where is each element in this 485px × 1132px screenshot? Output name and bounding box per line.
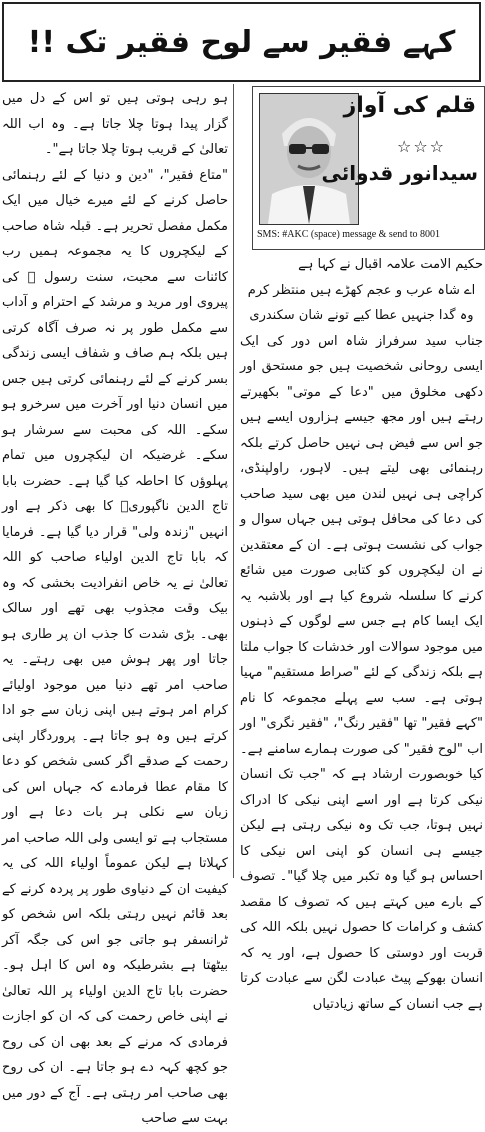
column-title: قلم کی آواز [343,93,476,118]
author-name: سیدانور قدوائی [321,161,478,185]
star-rating-icon: ☆☆☆ [396,137,446,156]
body-paragraph: ہو رہی ہوتی ہیں تو اس کے دل میں گزار پیدا ہوتا چلا جاتا ہے۔ وہ اب اللہ تعالیٰ کے قریب ہوتا چلا جاتا ہے"۔ [2,91,228,157]
article-column-right [240,252,483,1012]
sms-instruction: SMS: #AKC (space) message & send to 8001 [257,229,441,240]
column-byline-box [252,86,485,250]
verse-line-2: وہ گدا جنہیں عطا کیے تونے شان سکندری [249,308,474,323]
body-paragraph: "متاع فقیر"، "دین و دنیا کے لئے رہنمائی حاصل کرنے کے لئے میرے خیال میں ایک مکمل مفصل تحریر ہے۔ قبلہ شاہ صاحب کے لیکچروں کا یہ مجموعہ ہمیں رب کائنات سے محبت، سنت رسول ﷺ کی پیروی اور مرید و مرشد کے احترام و آداب سے مکمل طور پر نہ صرف آگاہ کرتی ہیں بلکہ ہم صاف و شفاف ایسی زندگی بسر کرنے کے لئے رہنمائی کرتی ہیں جس میں انسان دنیا اور آخرت میں سرخرو ہو سکے۔ اللہ کی محبت سے سرشار ہو سکے۔ غرضیکہ ان لیکچروں میں تمام پہلوؤں کا احاطہ کیا گیا ہے۔ حضرت بابا تاج الدین ناگپوریؒ کا بھی ذکر ہے اور انہیں "زندہ ولی" قرار دیا گیا ہے۔ فرمایا کہ بابا تاج الدین اولیاء صاحب کو اللہ تعالیٰ نے یہ خاص انفرادیت بخشی کہ وہ بیک وقت مجذوب بھی تھے اور سالک بھی۔ بڑی شدت کا جذب ان پر طاری ہو جاتا اور پھر ہوش میں بھی رہتے۔ یہ صاحب امر تھے دنیا میں موجود اولیائے کرام امر ہوتے ہیں اپنی زبان سے جو ادا کرتے ہیں وہ ہو جاتا ہے۔ پروردگار اپنی رحمت کے صدقے اگر کسی شخص کو دعا کا مقام عطا فرمادے کہ جہاں اس کی زبان سے نکلی ہر بات دعا ہے اور مستجاب ہے تو ایسی ولی اللہ صاحب امر کہلاتا ہے لیکن عموماً اولیاء اللہ کی یہ کیفیت ان کے دنیاوی طور پر پردہ کرنے کے بعد قائم نہیں رہتی بلکہ اس شخص کو ٹرانسفر ہو جاتی جو اس کی جگہ آکر بیٹھتا ہے بشرطیکہ وہ اس کا اہل ہو۔ حضرت بابا تاج الدین اولیاء پر اللہ تعالیٰ نے اپنی خاص رحمت کی کہ ان کو اجازت فرمادی کہ مرنے کے بعد بھی ان کی روح جو کچھ کہہ دے ہو جاتا ہے۔ ان کی روح بھی صاحب امر رہتی ہے۔ آج کے دور میں بہت سے صاحب [2,167,228,1126]
article-headline: کہے فقیر سے لوح فقیر تک !! [27,24,456,60]
body-paragraph: جناب سید سرفراز شاہ اس دور کی ایک ایسی روحانی شخصیت ہیں جو مستحق اور دکھی مخلوق میں "دعا کے موتی" بکھیرتے رہتے ہیں اور مجھ جیسے ہزاروں ایسے ہیں جو اس سے فیض ہی نہیں حاصل کرتے بلکہ رہنمائی بھی لیتے ہیں۔ لاہور، راولپنڈی، کراچی ہی نہیں لندن میں بھی سید صاحب کی دعا کی محافل ہوتی ہیں جہاں سوال و جواب کی نشست ہوتی ہے۔ ان کے معتقدین نے ان لیکچروں کو کتابی صورت میں شائع کرنے کا سلسلہ شروع کیا ہے اور بلاشبہ یہ ایک ایسا کام ہے جس سے لوگوں کے ذہنوں میں موجود سوالات اور خدشات کا جواب ملتا ہے بلکہ زندگی کے لئے "صراط مستقیم" مہیا ہوتی ہے۔ سب سے پہلے مجموعہ کا نام "کہے فقیر" تھا "فقیر رنگ"، "فقیر نگری" اور اب "لوح فقیر" کی صورت ہمارے سامنے ہے۔ کیا خوبصورت ارشاد ہے کہ "جب تک انسان نیکی کرتا ہے اور اسے اپنی نیکی کا ادراک نہیں ہوتا، جب تک وہ نیکی رہتی ہے لیکن جیسے ہی انسان کو اپنی اس نیکی کا احساس ہو گیا وہ تکبر میں چلا گیا"۔ تصوف کے بارے میں کہتے ہیں کہ تصوف کا مقصد کشف و کرامات کا حصول نہیں بلکہ اللہ کی قربت اور دوستی کا حصول ہے، اور یہ کہ انسان بھوکے پیٹ عبادت لگن سے عبادت کرتا ہے جب انسان کے ساتھ زیادتیاں [240,333,483,1012]
headline-box [2,2,481,82]
article-column-left [2,86,228,1126]
column-divider [233,84,234,878]
verse-intro: حکیم الامت علامہ اقبال نے کہا ہے [298,257,483,272]
verse-line-1: اے شاہ عرب و عجم کھڑے ہیں منتظر کرم [247,282,476,298]
